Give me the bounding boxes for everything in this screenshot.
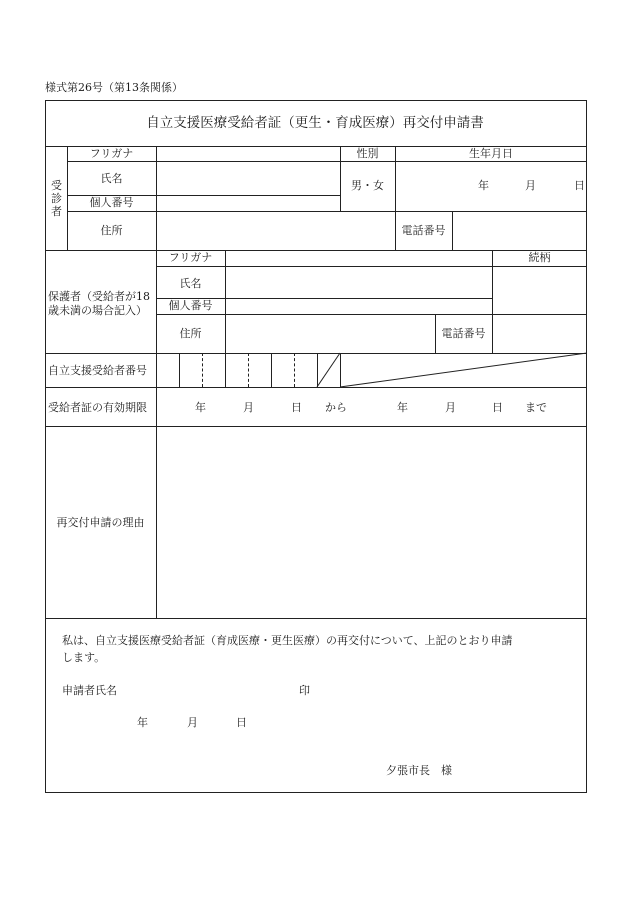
reason-label: 再交付申請の理由: [56, 516, 145, 529]
validity-from-month-unit: 月: [243, 401, 254, 414]
validity-from-day-unit: 日: [291, 401, 302, 414]
guardian-address-field[interactable]: [226, 315, 434, 352]
patient-section-char-1: 受: [51, 179, 62, 192]
validity-period-field[interactable]: [157, 388, 586, 425]
patient-phone-field[interactable]: [453, 212, 586, 249]
patient-sex-label: 性別: [356, 147, 379, 160]
application-day-unit: 日: [236, 716, 247, 729]
patient-section-char-3: 者: [51, 205, 62, 218]
guardian-phone-field[interactable]: [493, 315, 586, 352]
patient-personal-number-label: 個人番号: [89, 196, 134, 209]
validity-label: 受給者証の有効期限: [48, 401, 147, 414]
seal-mark: 印: [299, 684, 310, 697]
form-number: 様式第26号（第13条関係）: [45, 81, 183, 94]
patient-furigana-label: フリガナ: [89, 147, 134, 160]
guardian-relation-field[interactable]: [493, 267, 586, 313]
patient-address-field[interactable]: [157, 212, 394, 249]
patient-sex-options[interactable]: 男・女: [351, 179, 384, 192]
guardian-personal-number-label: 個人番号: [168, 299, 213, 312]
applicant-name-label: 申請者氏名: [62, 684, 117, 697]
patient-birthdate-field[interactable]: [396, 162, 586, 210]
patient-name-label: 氏名: [100, 172, 123, 185]
guardian-relation-label: 続柄: [528, 251, 551, 264]
guardian-phone-label: 電話番号: [441, 327, 486, 340]
declaration-line-2: します。: [62, 651, 106, 664]
guardian-furigana-field[interactable]: [226, 251, 491, 265]
application-month-unit: 月: [187, 716, 198, 729]
patient-section-char-2: 診: [51, 192, 62, 205]
declaration-line-1: 私は、自立支援医療受給者証（育成医療・更生医療）の再交付について、上記のとおり申請: [62, 634, 513, 647]
birth-day-unit: 日: [574, 179, 585, 192]
validity-from-text: から: [325, 401, 347, 414]
guardian-section-label-line1: 保護者（受給者が18: [48, 290, 150, 303]
patient-address-label: 住所: [100, 224, 123, 237]
patient-birthdate-label: 生年月日: [469, 147, 513, 160]
birth-year-unit: 年: [478, 179, 489, 192]
form-title: 自立支援医療受給者証（更生・育成医療）再交付申請書: [146, 115, 484, 131]
applicant-name-field[interactable]: [130, 680, 290, 700]
guardian-furigana-label: フリガナ: [168, 251, 213, 264]
patient-phone-label: 電話番号: [401, 224, 446, 237]
validity-from-year-unit: 年: [195, 401, 206, 414]
birth-month-unit: 月: [525, 179, 536, 192]
addressee: 夕張市長 様: [386, 764, 452, 777]
application-date-field[interactable]: [95, 712, 255, 732]
validity-to-day-unit: 日: [492, 401, 503, 414]
guardian-name-label: 氏名: [179, 277, 202, 290]
guardian-section-label-line2: 歳未満の場合記入）: [48, 304, 147, 317]
patient-name-field[interactable]: [157, 162, 339, 194]
validity-to-year-unit: 年: [397, 401, 408, 414]
recipient-number-label: 自立支援受給者番号: [48, 364, 147, 377]
patient-furigana-field[interactable]: [157, 147, 339, 160]
validity-to-month-unit: 月: [445, 401, 456, 414]
guardian-name-field[interactable]: [226, 267, 491, 297]
patient-personal-number-field[interactable]: [157, 196, 339, 210]
reason-field[interactable]: [157, 427, 586, 617]
guardian-address-label: 住所: [179, 327, 202, 340]
recipient-number-field[interactable]: [157, 354, 339, 386]
guardian-personal-number-field[interactable]: [226, 299, 491, 313]
validity-until-text: まで: [525, 401, 547, 414]
application-year-unit: 年: [137, 716, 148, 729]
